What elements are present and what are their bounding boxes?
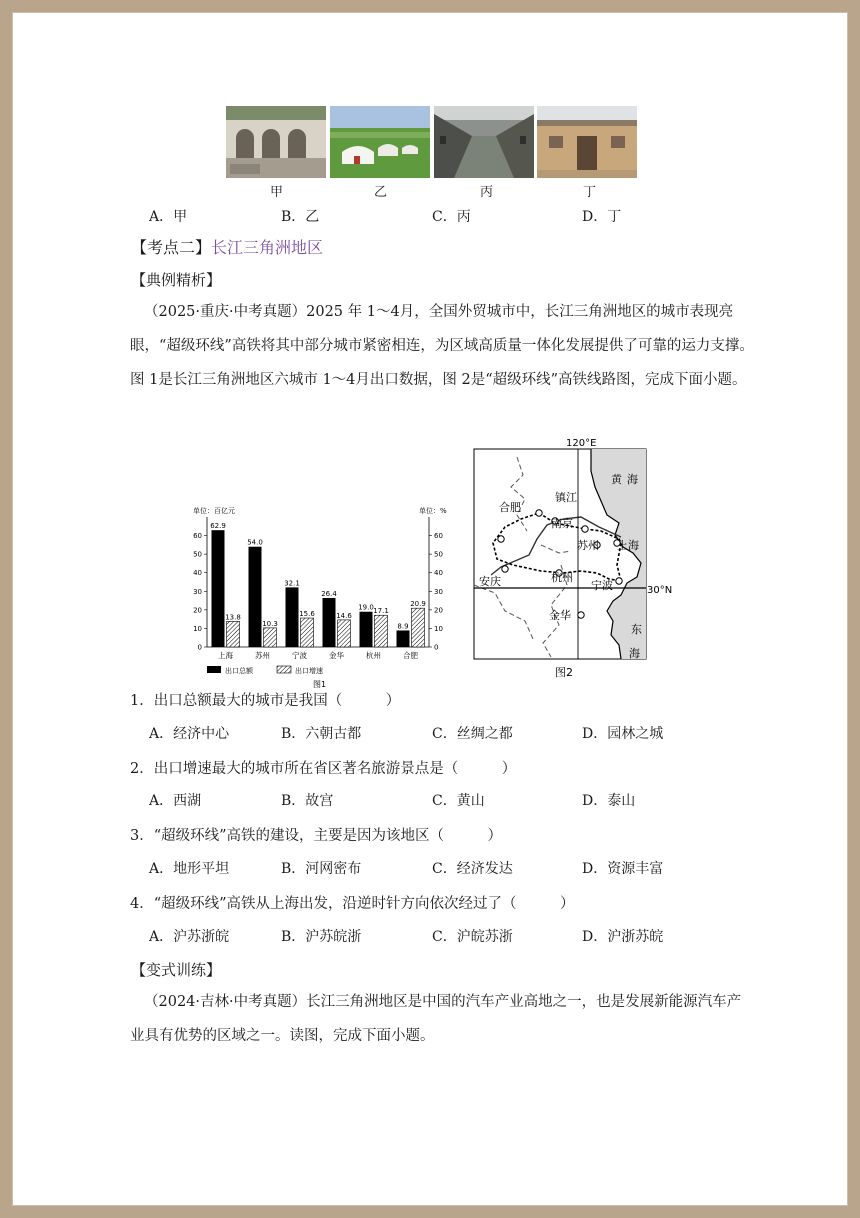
bar-export-total xyxy=(323,598,336,647)
answer-option[interactable]: C．丝绸之都 xyxy=(432,726,513,742)
y-tick-label: 40 xyxy=(193,569,202,578)
answer-option[interactable]: A．沪苏浙皖 xyxy=(149,929,230,945)
answer-option[interactable]: C．经济发达 xyxy=(432,861,513,877)
answer-option[interactable]: A．地形平坦 xyxy=(149,861,230,877)
answer-option[interactable]: A．经济中心 xyxy=(149,726,230,742)
section-bracket-open: 【 xyxy=(131,238,148,257)
city-label: 上海 xyxy=(617,539,639,552)
chart-caption: 图1 xyxy=(313,680,327,689)
bar-export-growth xyxy=(264,628,277,647)
bar-value-label: 19.0 xyxy=(358,603,374,612)
bar-export-growth xyxy=(301,618,314,647)
answer-option[interactable]: A．甲 xyxy=(149,209,188,225)
bar-export-total xyxy=(212,530,225,647)
y-tick-label: 60 xyxy=(434,532,443,541)
y-tick-label: 40 xyxy=(434,569,443,578)
water-town-photo xyxy=(434,106,534,178)
answer-option[interactable]: D．园林之城 xyxy=(582,726,664,742)
bar-export-total xyxy=(360,612,373,647)
category-label: 杭州 xyxy=(366,651,381,660)
parallel-label: 30°N xyxy=(647,585,673,596)
answer-option[interactable]: D．丁 xyxy=(582,209,622,225)
answer-option[interactable]: B．沪苏皖浙 xyxy=(281,929,362,945)
example-heading: 【典例精析】 xyxy=(131,271,222,289)
bar-export-growth xyxy=(227,621,240,647)
map-caption: 图2 xyxy=(555,666,573,679)
category-label: 金华 xyxy=(329,651,344,660)
y-tick-label: 30 xyxy=(193,587,202,596)
y-tick-label: 50 xyxy=(434,550,443,559)
variant-text: （2024·吉林·中考真题）长江三角洲地区是中国的汽车产业高地之一，也是发展新能源汽车产业具有优势的区域之一。读图，完成下面小题。 xyxy=(130,994,742,1044)
export-bar-chart xyxy=(163,501,463,701)
meridian-label: 120°E xyxy=(566,438,597,449)
y-tick-label: 0 xyxy=(434,643,439,652)
answer-option[interactable]: B．乙 xyxy=(281,209,320,225)
sea-label: 海 xyxy=(627,473,638,486)
sea-label: 海 xyxy=(629,647,640,660)
photo-label: 乙 xyxy=(374,185,388,200)
left-axis-unit: 单位：百亿元 xyxy=(193,507,235,515)
courtyard-house-photo xyxy=(537,106,637,178)
high-speed-rail-map xyxy=(471,435,703,680)
bar-export-total xyxy=(249,547,262,647)
answer-option[interactable]: C．沪皖苏浙 xyxy=(432,929,513,945)
city-label: 杭州 xyxy=(551,571,573,584)
section-bracket-close: 】 xyxy=(195,238,212,257)
answer-option[interactable]: B．河网密布 xyxy=(281,861,362,877)
y-tick-label: 10 xyxy=(193,624,202,633)
document-page xyxy=(12,12,848,1206)
bar-export-total xyxy=(286,587,299,647)
variant-heading: 【变式训练】 xyxy=(131,961,222,979)
category-label: 合肥 xyxy=(403,651,418,660)
city-marker xyxy=(582,526,588,532)
answer-option[interactable]: D．资源丰富 xyxy=(582,861,664,877)
category-label: 上海 xyxy=(218,651,233,660)
sea-label: 黄 xyxy=(611,473,622,486)
y-tick-label: 50 xyxy=(193,550,202,559)
bar-value-label: 13.8 xyxy=(225,613,241,622)
city-label: 宁波 xyxy=(591,579,613,592)
city-marker xyxy=(502,566,508,572)
photo-label: 丁 xyxy=(583,185,597,200)
y-tick-label: 20 xyxy=(193,606,202,615)
y-tick-label: 20 xyxy=(434,606,443,615)
city-label: 合肥 xyxy=(499,501,521,514)
legend-total-swatch xyxy=(207,666,221,673)
city-label: 安庆 xyxy=(479,575,501,588)
question-stem: 4．“超级环线”高铁从上海出发，沿逆时针方向依次经过了（ ） xyxy=(130,896,575,912)
bar-value-label: 62.9 xyxy=(210,522,226,531)
city-marker xyxy=(536,510,542,516)
legend-growth-swatch xyxy=(277,666,291,673)
yurt-photo xyxy=(330,106,430,178)
bar-value-label: 14.6 xyxy=(336,611,352,620)
bar-value-label: 32.1 xyxy=(284,579,300,588)
city-label: 南京 xyxy=(551,517,573,530)
legend-total-label: 出口总额 xyxy=(225,667,253,675)
bar-export-growth xyxy=(412,608,425,647)
photo-label: 丙 xyxy=(480,185,494,200)
answer-option[interactable]: A．西湖 xyxy=(149,793,202,809)
city-label: 镇江 xyxy=(555,491,577,504)
category-label: 苏州 xyxy=(255,651,270,660)
answer-option[interactable]: B．故宫 xyxy=(281,793,334,809)
bar-export-total xyxy=(397,630,410,647)
answer-option[interactable]: C．丙 xyxy=(432,209,471,225)
bar-value-label: 10.3 xyxy=(262,619,278,628)
bar-value-label: 54.0 xyxy=(247,538,263,547)
y-tick-label: 0 xyxy=(197,643,202,652)
y-tick-label: 10 xyxy=(434,624,443,633)
city-marker xyxy=(498,536,504,542)
right-axis-unit: 单位：% xyxy=(419,507,447,515)
bar-value-label: 20.9 xyxy=(410,600,426,609)
answer-option[interactable]: D．泰山 xyxy=(582,793,636,809)
example-text: （2025·重庆·中考真题）2025 年 1～4月，全国外贸城市中，长江三角洲地区的城市表现亮眼，“超级环线”高铁将其中部分城市紧密相连，为区域高质量一体化发展提供了可靠的运力支撑。图 1是长江三角洲地区六城市 1～4月出口数据，图 2是“超级环线”高铁线路图，完成下面小题。 xyxy=(130,304,754,388)
category-label: 宁波 xyxy=(292,651,307,660)
bar-value-label: 15.6 xyxy=(299,610,315,619)
answer-option[interactable]: B．六朝古都 xyxy=(281,726,362,742)
photo-label: 甲 xyxy=(270,185,284,200)
bar-export-growth xyxy=(375,615,388,647)
answer-option[interactable]: D．沪浙苏皖 xyxy=(582,929,664,945)
section-title: 长江三角洲地区 xyxy=(211,238,324,257)
bar-value-label: 26.4 xyxy=(321,589,337,598)
city-label: 苏州 xyxy=(577,539,599,552)
city-label: 金华 xyxy=(549,609,571,622)
bar-export-growth xyxy=(338,620,351,647)
legend-growth-label: 出口增速 xyxy=(295,667,323,675)
city-marker xyxy=(578,612,584,618)
question-stem: 1．出口总额最大的城市是我国（ ） xyxy=(130,693,401,709)
question-stem: 2．出口增速最大的城市所在省区著名旅游景点是（ ） xyxy=(130,761,517,777)
city-marker xyxy=(616,578,622,584)
question-stem: 3．“超级环线”高铁的建设，主要是因为该地区（ ） xyxy=(130,828,503,844)
answer-option[interactable]: C．黄山 xyxy=(432,793,485,809)
section-tag: 考点二 xyxy=(147,238,196,257)
bar-value-label: 17.1 xyxy=(373,607,389,616)
bar-value-label: 8.9 xyxy=(397,622,409,631)
y-tick-label: 60 xyxy=(193,532,202,541)
y-tick-label: 30 xyxy=(434,587,443,596)
sea-label: 东 xyxy=(631,623,642,636)
section-heading xyxy=(131,235,323,258)
cave-dwelling-photo xyxy=(226,106,326,178)
